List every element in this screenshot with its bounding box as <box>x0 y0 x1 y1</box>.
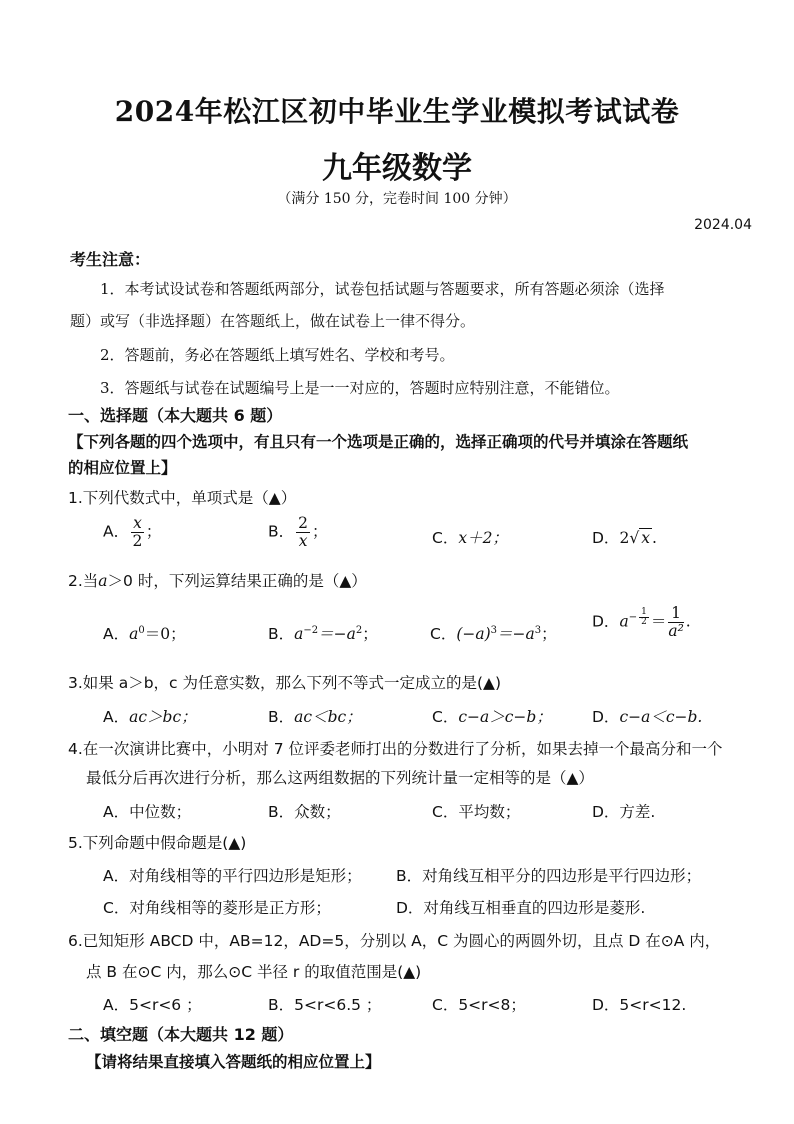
q6-option-b: B．5<r<6.5 ； <box>268 996 382 1014</box>
q6-option-a: A．5<r<6 ； <box>103 996 202 1014</box>
section-2-heading: 二、填空题（本大题共 12 题） <box>68 1025 294 1044</box>
exam-subtitle: 九年级数学 <box>322 151 472 186</box>
notice-item-1-line-2: 题）或写（非选择题）在答题纸上，做在试卷上一律不得分。 <box>70 312 476 330</box>
q5-option-a: A．对角线相等的平行四边形是矩形； <box>103 867 362 885</box>
notice-heading: 考生注意： <box>70 250 151 269</box>
exam-meta: （满分 150 分，完卷时间 100 分钟） <box>277 191 517 207</box>
q3-option-b: B．ac＜bc； <box>268 708 362 726</box>
q1-option-a: A． $\frac{x}{2}$ ； <box>103 514 162 551</box>
q1-option-c: C．x＋2； <box>432 529 508 547</box>
q5-option-c: C．对角线相等的菱形是正方形； <box>103 899 331 917</box>
q2-option-c: C．$(-a)^3=-a^3$； <box>430 624 557 643</box>
notice-item-3: 3．答题纸与试卷在试题编号上是一一对应的，答题时应特别注意，不能错位。 <box>100 379 620 397</box>
q2-stem: 2.当a＞0 时，下列运算结果正确的是（▲） <box>68 572 367 590</box>
q1-option-b: B． $\frac{2}{x}$ ； <box>268 514 328 551</box>
section-1-instruction-line-2: 的相应位置上】 <box>68 459 177 477</box>
q4-option-b: B．众数； <box>268 803 341 821</box>
section-1-heading: 一、选择题（本大题共 6 题） <box>68 406 283 425</box>
q4-stem-line-2: 最低分后再次进行分析，那么这两组数据的下列统计量一定相等的是（▲） <box>86 769 594 787</box>
section-2-instruction: 【请将结果直接填入答题纸的相应位置上】 <box>86 1053 381 1071</box>
q6-option-d: D．5<r<12. <box>592 996 687 1014</box>
q6-stem-line-2: 点 B 在⊙C 内，那么⊙C 半径 r 的取值范围是(▲) <box>86 963 422 981</box>
notice-item-2: 2．答题前，务必在答题纸上填写姓名、学校和考号。 <box>100 346 455 364</box>
q6-option-c: C．5<r<8； <box>432 996 526 1014</box>
section-1-instruction-line-1: 【下列各题的四个选项中，有且只有一个选项是正确的，选择正确项的代号并填涂在答题纸 <box>68 433 689 451</box>
exam-date: 2024.04 <box>694 217 752 233</box>
q2-option-b: B．$a^{-2}=-a^2$； <box>268 624 378 643</box>
q3-option-d: D．c−a＜c−b. <box>592 708 703 726</box>
q5-option-d: D．对角线互相垂直的四边形是菱形. <box>396 899 646 917</box>
q4-option-d: D．方差. <box>592 803 656 821</box>
q3-option-c: C．c−a＞c−b； <box>432 708 552 726</box>
q3-option-a: A．ac＞bc； <box>103 708 197 726</box>
q4-stem-line-1: 4.在一次演讲比赛中，小明对 7 位评委老师打出的分数进行了分析，如果去掉一个最高分和一个 <box>68 740 723 758</box>
q1-stem: 1.下列代数式中，单项式是（▲） <box>68 489 297 507</box>
q6-stem-line-1: 6.已知矩形 ABCD 中，AB=12，AD=5，分别以 A，C 为圆心的两圆外切，且点 D 在⊙A 内， <box>68 932 721 950</box>
exam-title: 2024年松江区初中毕业生学业模拟考试试卷 <box>114 95 680 128</box>
q1-option-d: D．2√ x . <box>592 529 657 547</box>
q2-option-d: D．$a^{- \frac{1}{2}}$ ＝ $\frac{1}{\text{a²}}$ . <box>592 604 691 641</box>
q4-option-c: C．平均数； <box>432 803 521 821</box>
notice-item-1-line-1: 1．本考试设试卷和答题纸两部分，试卷包括试题与答题要求，所有答题必须涂（选择 <box>100 280 665 298</box>
q5-option-b: B．对角线互相平分的四边形是平行四边形； <box>396 867 702 885</box>
q2-option-a: A．$a^0=0$； <box>103 624 186 643</box>
q5-stem: 5.下列命题中假命题是(▲) <box>68 834 247 852</box>
q3-stem: 3.如果 a＞b，c 为任意实数，那么下列不等式一定成立的是(▲) <box>68 674 502 692</box>
q4-option-a: A．中位数； <box>103 803 192 821</box>
